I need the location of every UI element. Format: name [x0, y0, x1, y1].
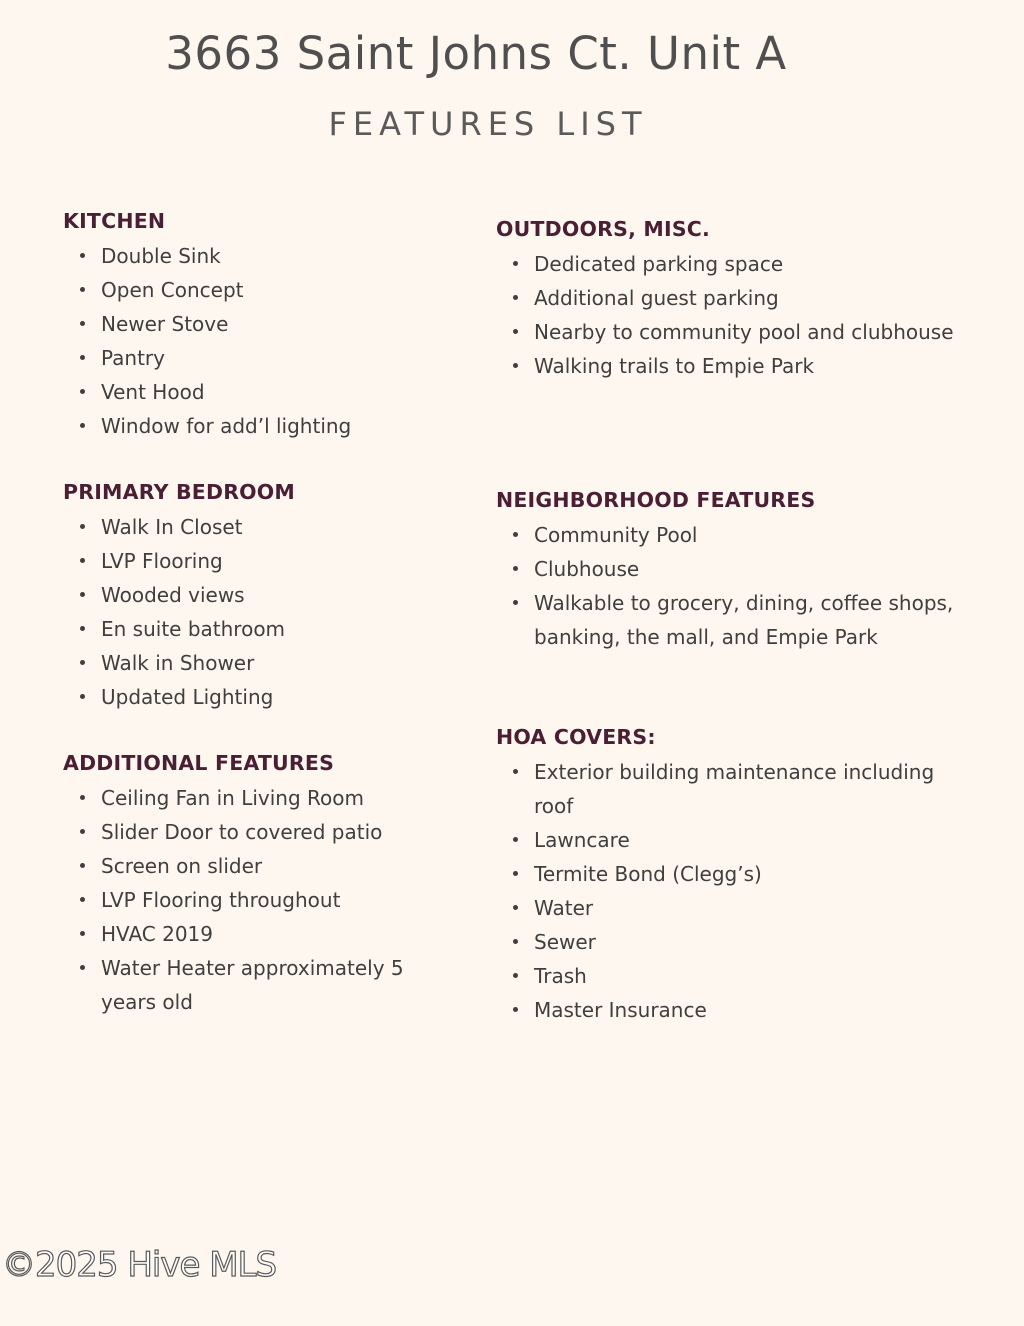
section-primary-bedroom: [63, 479, 463, 714]
feature-list-item: Lawncare: [496, 823, 956, 857]
section-additional-features: [63, 750, 463, 1019]
feature-list-item: Termite Bond (Clegg’s): [496, 857, 956, 891]
feature-list-item: Walk In Closet: [63, 510, 463, 544]
feature-list-item: Water: [496, 891, 956, 925]
feature-list-item: Updated Lighting: [63, 680, 463, 714]
feature-list-item: Community Pool: [496, 518, 956, 552]
feature-list-item: Walk in Shower: [63, 646, 463, 680]
feature-list-primary-bedroom: [63, 510, 463, 714]
section-hoa-covers: [496, 724, 956, 1027]
feature-list-item: Newer Stove: [63, 307, 463, 341]
section-heading-outdoors-misc: OUTDOORS, MISC.: [496, 217, 711, 241]
feature-list-item: Screen on slider: [63, 849, 463, 883]
feature-list-item: En suite bathroom: [63, 612, 463, 646]
feature-list-additional-features: [63, 781, 463, 1019]
feature-list-item: Double Sink: [63, 239, 463, 273]
feature-list-item: Ceiling Fan in Living Room: [63, 781, 463, 815]
feature-list-item: Open Concept: [63, 273, 463, 307]
feature-list-outdoors-misc: [496, 247, 956, 383]
feature-list-item: Trash: [496, 959, 956, 993]
feature-list-item: Dedicated parking space: [496, 247, 956, 281]
section-outdoors-misc: [496, 216, 956, 383]
section-kitchen: [63, 208, 463, 443]
feature-list-item: Walking trails to Empie Park: [496, 349, 956, 383]
feature-list-item: Pantry: [63, 341, 463, 375]
feature-list-neighborhood-features: [496, 518, 956, 654]
page-subtitle: FEATURES LIST: [328, 105, 648, 143]
feature-list-item: Clubhouse: [496, 552, 956, 586]
feature-list-item: Vent Hood: [63, 375, 463, 409]
feature-list-item: Wooded views: [63, 578, 463, 612]
feature-list-item: Nearby to community pool and clubhouse: [496, 315, 956, 349]
section-heading-hoa-covers: HOA COVERS:: [496, 725, 656, 749]
feature-list-item: Exterior building maintenance including roof: [496, 755, 956, 823]
feature-list-item: Slider Door to covered patio: [63, 815, 463, 849]
section-heading-additional-features: ADDITIONAL FEATURES: [63, 751, 335, 775]
feature-list-item: Sewer: [496, 925, 956, 959]
feature-list-item: Window for add’l lighting: [63, 409, 463, 443]
feature-list-item: Master Insurance: [496, 993, 956, 1027]
section-heading-kitchen: KITCHEN: [63, 209, 166, 233]
feature-list-item: LVP Flooring: [63, 544, 463, 578]
section-heading-primary-bedroom: PRIMARY BEDROOM: [63, 480, 296, 504]
feature-list-kitchen: [63, 239, 463, 443]
feature-list-item: Walkable to grocery, dining, coffee shops, banking, the mall, and Empie Park: [496, 586, 956, 654]
section-neighborhood-features: [496, 487, 956, 654]
page-title: 3663 Saint Johns Ct. Unit A: [165, 27, 787, 80]
section-heading-neighborhood-features: NEIGHBORHOOD FEATURES: [496, 488, 816, 512]
copyright-watermark: ©2025 Hive MLS: [2, 1245, 277, 1285]
feature-list-hoa-covers: [496, 755, 956, 1027]
feature-list-item: HVAC 2019: [63, 917, 463, 951]
feature-list-item: Water Heater approximately 5 years old: [63, 951, 463, 1019]
feature-list-item: Additional guest parking: [496, 281, 956, 315]
feature-list-item: LVP Flooring throughout: [63, 883, 463, 917]
